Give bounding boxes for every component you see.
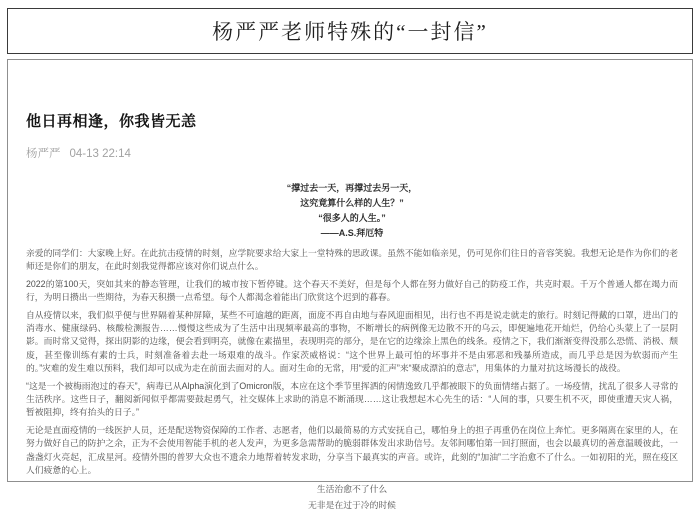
quote-line: “很多人的人生。” <box>318 213 386 223</box>
body-paragraph: 亲爱的同学们：大家晚上好。在此抗击疫情的时刻，应学院要求给大家上一堂特殊的思政课。虽然不能如临亲见，仍可见你们往日的音容笑貌。我想无论是作为你们的老师还是你们的朋友，在此时刻我觉得都应该对你们说点什么。 <box>26 248 678 272</box>
closing-line: 无非是在过于冷的时候 <box>308 499 396 510</box>
author-name: 杨严严 <box>26 148 61 160</box>
body-paragraph: 2022的第100天，突如其来的静态管理，让我们的城市按下暂停键。这个春天不美好，但是每个人都在努力做好自己的防疫工作，共克时艰。千万个普通人都在竭力而行，为明日攒出一些期待，为春天积攒一点希望。每个人都渴念着能出门欣赏这个迟到的暮春。 <box>26 278 678 303</box>
article-body <box>26 247 678 478</box>
body-paragraph: 无论是直面疫情的一线医护人员，还是配送物资保障的工作者、志愿者，他们以最简易的方式安抚自己，哪怕身上的担子再重仍在岗位上奔忙。更多隔离在家里的人，在努力做好自己的防护之余，正为不会使用智能手机的老人发声，为更多急需帮助的脆弱群体发出求助信号。友邻间哪怕第一回打照面，也会以最真切的善意温暖彼此，一盏盏灯火亮起，汇成星河。疫情外围的普罗大众也不遗余力地帮着转发求助，分享当下最真实的声音。或许，此刻的“加油”二字治愈不了什么。一如初阳的光，照在疫区人们疲惫的心上。 <box>26 424 678 476</box>
body-paragraph: 自从疫情以来，我们似乎便与世界隔着某种屏障，某些不可逾越的距离，面庞不再自由地与春风迎面相见，出行也不再是说走就走的旅行。时刻记得戴的口罩，进出门的消毒水、健康绿码、核酸检测报告……慢慢这些成为了生活中出现频率最高的事物，不断增长的病例像无边散不开的乌云，即便遍地花开灿烂，仍给心头蒙上了一层阴影。而时常又觉得，探出阴影的边缘，便会看到明亮，就像在素描里，表现明亮的部分，是在它的边缘涂上黑色的线条。疫情之下，我们渐渐变得没那么恐慌、消极、颓废，甚至像训练有素的士兵，时刻准备着去赴一场艰难的战斗。作家茨威格说：“这个世界上最可怕的坏事并不是由邪恶和残暴所造成，而几乎总是因为软弱而产生的。”灾难的发生难以预料，我们却可以成为走在前面去面对的人。面对生命的无常，用“爱的汇声”来“聚成漂泊的意志”，用集体的力量对抗这场漫长的战役。 <box>26 309 678 374</box>
title-bar <box>7 8 693 54</box>
post-timestamp: 04-13 22:14 <box>69 148 131 160</box>
quote-attribution: ——A.S.拜厄特 <box>320 228 384 238</box>
page-title: 杨严严老师特殊的“一封信” <box>212 20 488 44</box>
quote-block <box>26 181 678 241</box>
post-heading: 他日再相逢，你我皆无恙 <box>26 113 197 130</box>
closing-line: 生活治愈不了什么 <box>316 483 388 494</box>
quote-line: 这究竟算什么样的人生？” <box>300 198 404 208</box>
byline <box>26 145 692 161</box>
article-panel <box>7 59 693 510</box>
body-paragraph: “这是一个被梅雨泡过的春天”，病毒已从Alpha演化到了Omicron版，本应在这个季节里挥洒的闲情逸致几乎都被眼下的负面情绪占据了。一场疫情，扰乱了很多人寻常的生活秩序。这些日子，翻阅新闻似乎都需要鼓起勇气，社交媒体上求助的消息不断涌现……这让我想起木心先生的话：“人间的事，只要生机不灭，即使重遭天灾人祸，暂被阻抑，终有抬头的日子。” <box>26 380 678 418</box>
closing-lines <box>26 482 678 512</box>
quote-line: “撑过去一天，再撑过去另一天， <box>286 183 418 193</box>
